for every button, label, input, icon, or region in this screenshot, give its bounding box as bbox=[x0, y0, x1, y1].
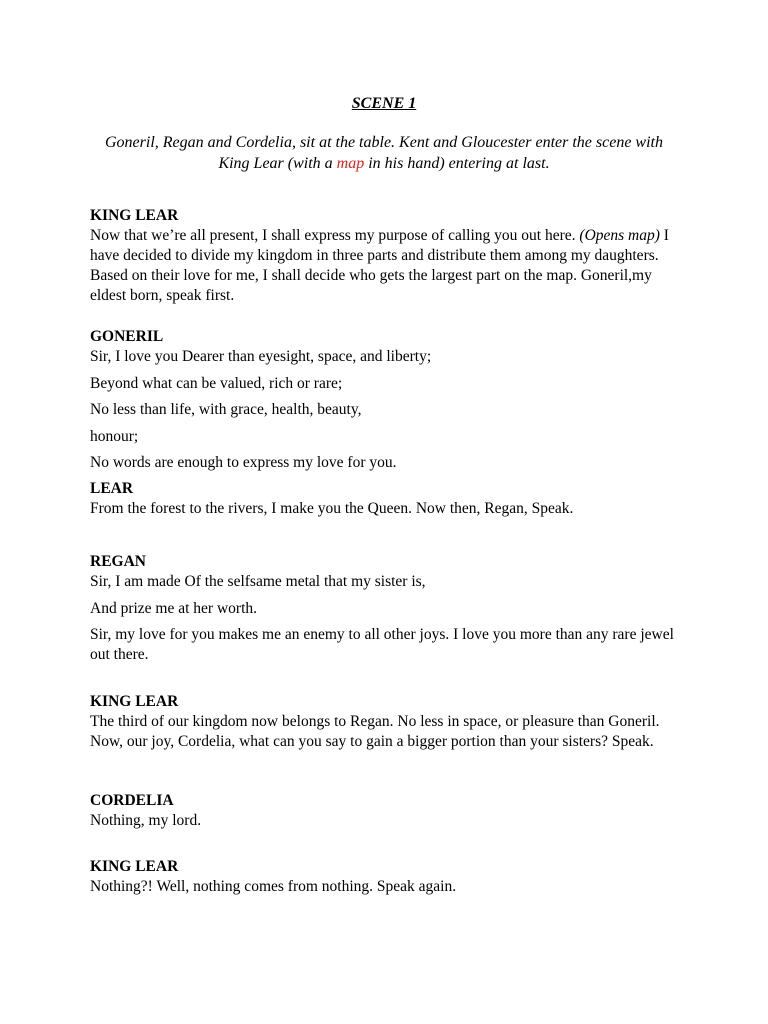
stage-direction-text-2: in his hand) entering at last. bbox=[364, 155, 550, 172]
speech-line: Beyond what can be valued, rich or rare; bbox=[90, 374, 343, 392]
speaker-name: KING LEAR bbox=[90, 858, 179, 875]
speech-line: Sir, my love for you makes me an enemy to all other joys. I love you more than any rare jewel out there. bbox=[90, 626, 674, 663]
speech-line: Sir, I love you Dearer than eyesight, space, and liberty; bbox=[90, 348, 432, 365]
speech-line: No less than life, with grace, health, beauty, bbox=[90, 401, 362, 418]
scene-title: SCENE 1 bbox=[351, 95, 417, 112]
speech-text: From the forest to the rivers, I make you the Queen. Now then, Regan, Speak. bbox=[90, 500, 574, 517]
speaker-name: KING LEAR bbox=[90, 207, 179, 224]
stage-direction bbox=[90, 132, 678, 174]
speaker-name: GONERIL bbox=[90, 328, 164, 345]
speech-text-before: Now that we’re all present, I shall express my purpose of calling you out here. bbox=[90, 227, 580, 244]
speech-line: No words are enough to express my love for you. bbox=[90, 454, 397, 471]
stage-direction-highlight: map bbox=[336, 155, 365, 172]
dialogue-block-lear bbox=[90, 479, 685, 519]
speaker-name: LEAR bbox=[90, 480, 134, 497]
dialogue-block-king-lear-1 bbox=[90, 206, 685, 306]
dialogue-block-regan bbox=[90, 552, 685, 665]
speech-line: And prize me at her worth. bbox=[90, 599, 257, 617]
dialogue-block-cordelia bbox=[90, 791, 685, 831]
dialogue-block-king-lear-3 bbox=[90, 857, 685, 897]
stage-direction-text-1: Goneril, Regan and Cordelia, sit at the table. Kent and Gloucester enter the scene with King Lear (with a bbox=[105, 134, 663, 172]
speech-text bbox=[90, 226, 685, 306]
speech-line: honour; bbox=[90, 427, 139, 445]
speech-line: Sir, I am made Of the selfsame metal that my sister is, bbox=[90, 573, 426, 590]
speech-text: Nothing, my lord. bbox=[90, 812, 202, 829]
dialogue-block-king-lear-2 bbox=[90, 692, 685, 752]
speech-text-after: I have decided to divide my kingdom in three parts and distribute them among my daughters. Based on their love for me, I shall decide who gets the largest part on the map. Goneril,my eldest born, speak first. bbox=[90, 227, 669, 304]
speaker-name: REGAN bbox=[90, 553, 146, 570]
inline-stage-direction: (Opens map) bbox=[579, 227, 660, 244]
speaker-name: KING LEAR bbox=[90, 693, 179, 710]
speaker-name: CORDELIA bbox=[90, 792, 174, 809]
dialogue-block-goneril bbox=[90, 327, 685, 473]
speech-text: Nothing?! Well, nothing comes from nothing. Speak again. bbox=[90, 878, 457, 895]
speech-text: The third of our kingdom now belongs to Regan. No less in space, or pleasure than Goneril. Now, our joy, Cordelia, what can you say to gain a bigger portion than your sisters? Speak. bbox=[90, 713, 660, 750]
